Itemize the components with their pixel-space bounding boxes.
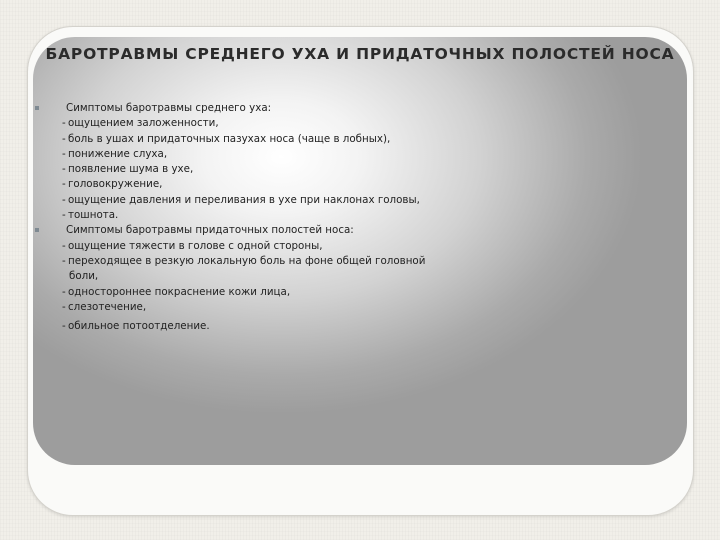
list-item: - ощущением заложенности, bbox=[62, 117, 219, 130]
list-item: - появление шума в ухе, bbox=[62, 163, 194, 176]
slide-content bbox=[35, 101, 495, 334]
square-bullet-icon bbox=[35, 228, 39, 232]
list-item: - ощущение давления и переливания в ухе при наклонах головы, bbox=[62, 193, 420, 206]
list-item: - одностороннее покраснение кожи лица, bbox=[62, 285, 291, 298]
list-item: - слезотечение, bbox=[62, 300, 147, 313]
list-item: - головокружение, bbox=[62, 178, 163, 191]
square-bullet-icon bbox=[35, 106, 39, 110]
section-sinuses bbox=[35, 223, 495, 334]
list-item: - переходящее в резкую локальную боль на фоне общей головной bbox=[62, 254, 426, 267]
list-item: - ощущение тяжести в голове с одной стороны, bbox=[62, 239, 323, 252]
list-item: - понижение слуха, bbox=[62, 147, 168, 160]
list-item-continuation: боли, bbox=[69, 270, 99, 283]
section-heading: Симптомы баротравмы среднего уха: bbox=[66, 102, 272, 114]
list-item: - тошнота. bbox=[62, 209, 119, 222]
list-item: - боль в ушах и придаточных пазухах носа (чаще в лобных), bbox=[62, 132, 391, 145]
section-heading: Симптомы баротравмы придаточных полостей носа: bbox=[66, 224, 354, 237]
list-item: - обильное потоотделение. bbox=[62, 320, 210, 333]
section-middle-ear bbox=[35, 101, 495, 223]
slide-title: БАРОТРАВМЫ СРЕДНЕГО УХА И ПРИДАТОЧНЫХ ПОЛОСТЕЙ НОСА bbox=[45, 45, 675, 63]
